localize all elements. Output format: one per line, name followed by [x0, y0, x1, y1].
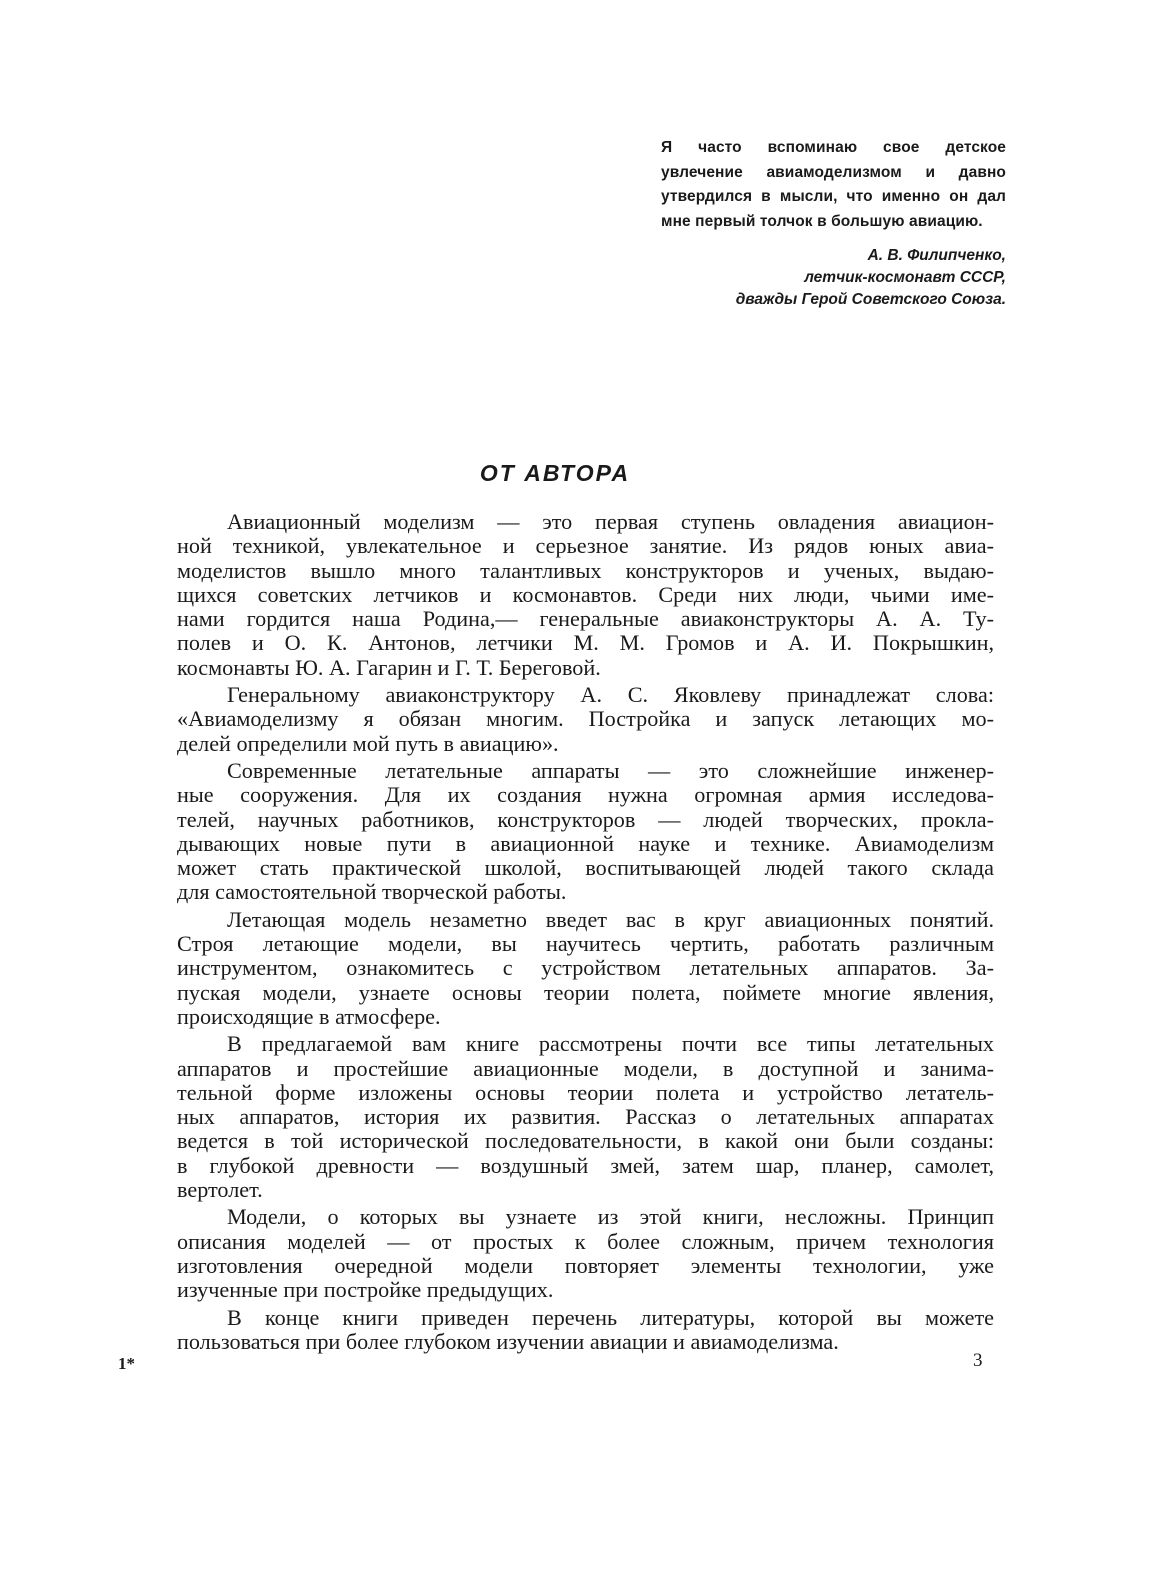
paragraph-line: вертолет. — [177, 1177, 263, 1203]
paragraph-line: телей, научных работников, конструкторов — людей творческих, прокла- — [177, 806, 994, 832]
paragraph-line: полев и О. К. Антонов, летчики М. М. Громов и А. И. Покрышкин, — [177, 630, 994, 656]
paragraph — [177, 1306, 994, 1355]
paragraph-line: Строя летающие модели, вы научитесь чертить, работать различным — [177, 931, 994, 957]
paragraph-line: пуская модели, узнаете основы теории полета, поймете многие явления, — [177, 979, 994, 1005]
paragraph-line: космонавты Ю. А. Гагарин и Г. Т. Береговой. — [177, 654, 601, 680]
paragraph — [177, 1205, 994, 1302]
paragraph-line: изготовления очередной модели повторяет элементы технологии, уже — [177, 1252, 994, 1278]
paragraph-line: «Авиамоделизму я обязан многим. Постройка и запуск летающих мо- — [177, 706, 994, 732]
paragraph-line: делей определили мой путь в авиацию». — [177, 730, 559, 756]
epigraph-attribution — [661, 245, 1006, 311]
paragraph-line: ных аппаратов, история их развития. Рассказ о летательных аппаратах — [177, 1104, 994, 1130]
epigraph — [661, 136, 1006, 311]
paragraph — [177, 908, 994, 1029]
signature-mark: 1* — [118, 1354, 135, 1373]
paragraph-line: ные сооружения. Для их создания нужна огромная армия исследова- — [177, 782, 994, 808]
section-heading: ОТ АВТОРА — [479, 460, 631, 486]
paragraph-line: описания моделей — от простых к более сложным, причем технология — [177, 1228, 994, 1254]
epigraph-line: мне первый толчок в большую авиацию. — [661, 212, 983, 230]
paragraph-line: тельной форме изложены основы теории полета и устройство летатель- — [177, 1079, 994, 1105]
paragraph-line: происходящие в атмосфере. — [177, 1003, 441, 1029]
paragraph-line: ной техникой, увлекательное и серьезное занятие. Из рядов юных авиа- — [177, 533, 994, 559]
epigraph-author-name: А. В. Филипченко, — [867, 247, 1006, 264]
body-text — [177, 510, 994, 1357]
paragraph-line: Авиационный моделизм — это первая ступень овладения авиацион- — [227, 509, 994, 534]
paragraph-line: дывающих новые пути в авиационной науке и технике. Авиамоделизм — [177, 830, 994, 856]
epigraph-author-award: дважды Герой Советского Союза. — [735, 291, 1006, 308]
paragraph-line: нами гордится наша Родина,— генеральные авиаконструкторы А. А. Ту- — [177, 606, 994, 632]
epigraph-author-title: летчик-космонавт СССР, — [804, 269, 1006, 286]
paragraph-line: моделистов вышло много талантливых конструкторов и ученых, выдаю- — [177, 557, 994, 583]
paragraph-line: ведется в той исторической последовательности, в какой они были созданы: — [177, 1128, 994, 1154]
paragraph-line: аппаратов и простейшие авиационные модели, в доступной и занима- — [177, 1055, 994, 1081]
page-number: 3 — [973, 1350, 983, 1371]
paragraph — [177, 510, 994, 680]
paragraph-line: Летающая модель незаметно введет вас в круг авиационных понятий. — [227, 906, 994, 932]
epigraph-quote — [661, 136, 1006, 234]
paragraph-line: щихся советских летчиков и космонавтов. Среди них люди, чьими име- — [177, 581, 994, 607]
paragraph — [177, 683, 994, 756]
paragraph — [177, 1032, 994, 1202]
paragraph-line: может стать практической школой, воспитывающей людей такого склада — [177, 855, 994, 881]
paragraph-line: пользоваться при более глубоком изучении авиации и авиамоделизма. — [177, 1328, 839, 1354]
paragraph-line: инструментом, ознакомитесь с устройством летательных аппаратов. За- — [177, 955, 994, 981]
paragraph-line: в глубокой древности — воздушный змей, затем шар, планер, самолет, — [177, 1152, 994, 1178]
paragraph-line: изученные при постройке предыдущих. — [177, 1277, 554, 1303]
paragraph-line: В предлагаемой вам книге рассмотрены почти все типы летательных — [227, 1031, 994, 1057]
paragraph-line: Модели, о которых вы узнаете из этой книги, несложны. Принцип — [227, 1204, 994, 1230]
paragraph-line: В конце книги приведен перечень литературы, которой вы можете — [227, 1304, 994, 1330]
epigraph-line: Я часто вспоминаю свое детское — [661, 139, 1006, 156]
paragraph-line: Генеральному авиаконструктору А. С. Яковлеву принадлежат слова: — [227, 682, 994, 708]
epigraph-line: утвердился в мысли, что именно он дал — [661, 188, 1006, 205]
paragraph-line: Современные летательные аппараты — это сложнейшие инженер- — [227, 757, 994, 783]
paragraph — [177, 759, 994, 905]
paragraph-line: для самостоятельной творческой работы. — [177, 879, 567, 905]
epigraph-line: увлечение авиамоделизмом и давно — [661, 163, 1006, 181]
